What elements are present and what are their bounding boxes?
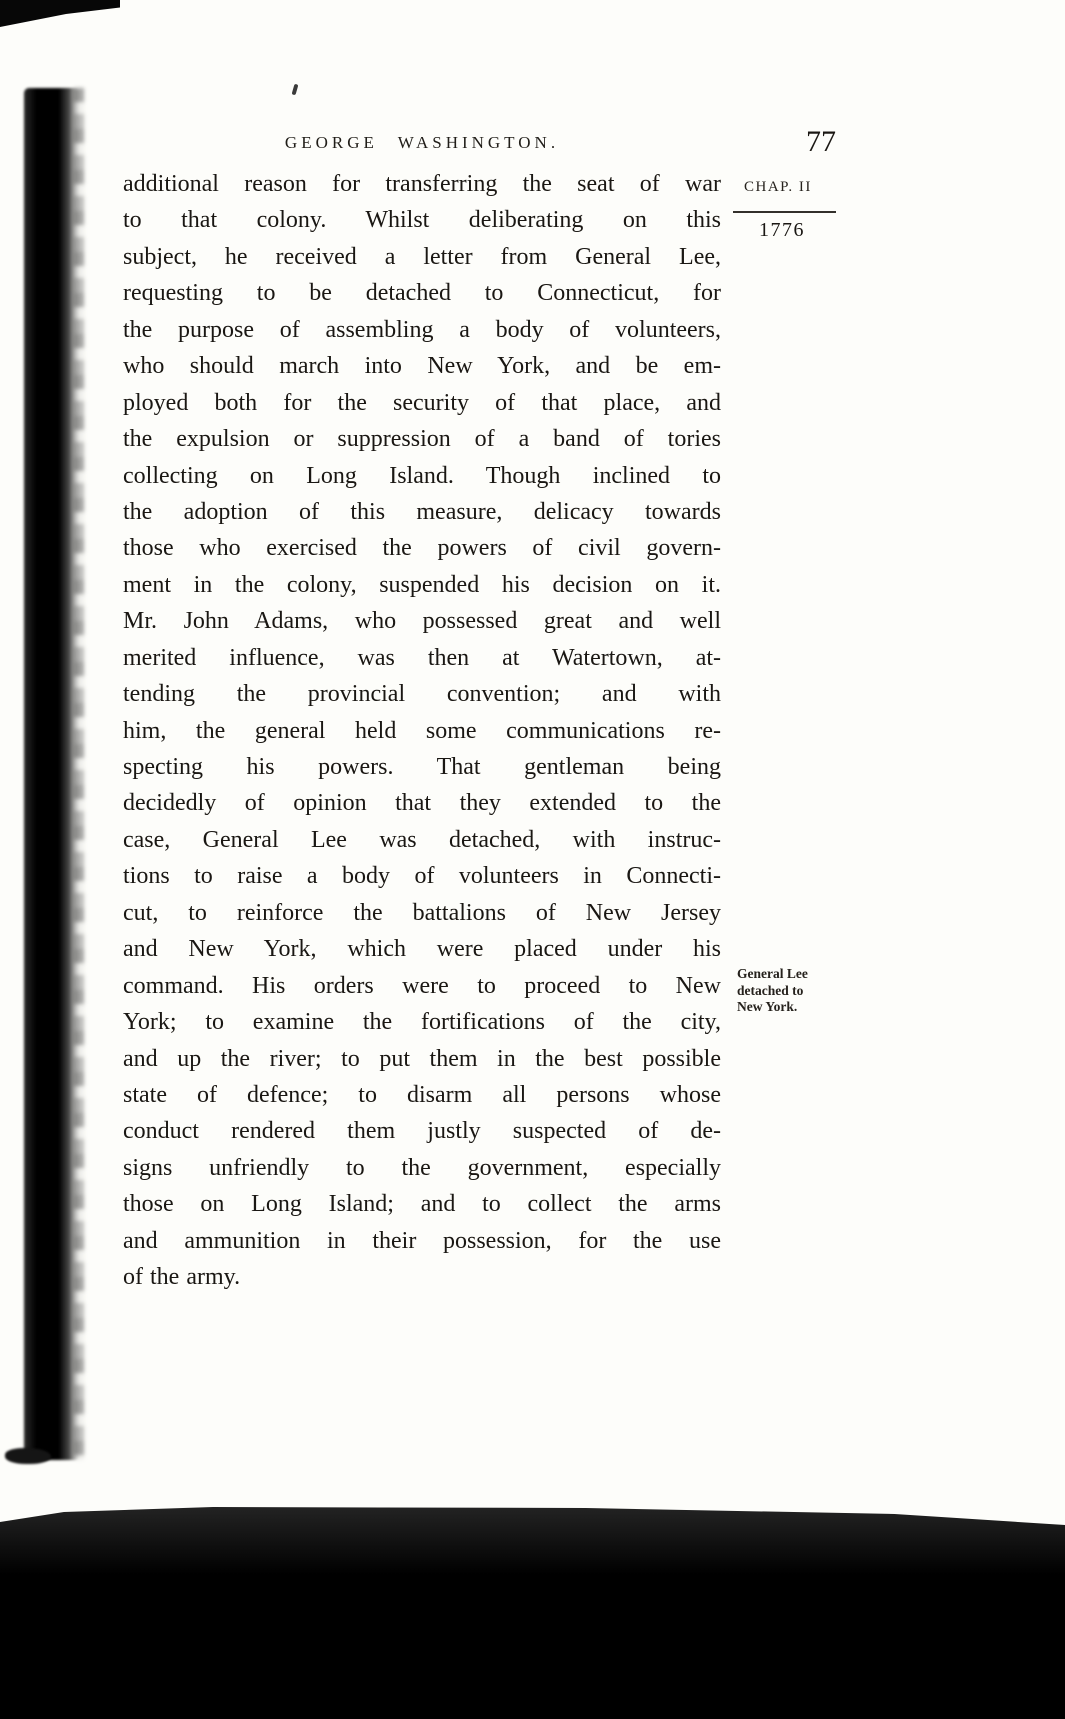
- text-line: cut, to reinforce the battalions of New Jersey: [123, 899, 721, 926]
- text-line: signs unfriendly to the government, especially: [123, 1154, 721, 1181]
- text-line: subject, he received a letter from General Lee,: [123, 243, 721, 270]
- scan-edge-bottom: [0, 1507, 1065, 1719]
- text-line: state of defence; to disarm all persons whose: [123, 1081, 721, 1108]
- text-line: who should march into New York, and be em-: [123, 353, 721, 380]
- margin-sidenote: [737, 966, 808, 1016]
- text-line: the expulsion or suppression of a band of tories: [123, 426, 721, 453]
- text-line: collecting on Long Island. Though inclined to: [123, 462, 721, 489]
- text-line: those on Long Island; and to collect the arms: [123, 1191, 721, 1218]
- scan-smudge-top-left: [0, 0, 120, 27]
- text-line: those who exercised the powers of civil govern-: [123, 535, 721, 562]
- text-line: York; to examine the fortifications of the city,: [123, 1009, 721, 1036]
- text-line: of the army.: [123, 1264, 241, 1291]
- text-line: merited influence, was then at Watertown, at-: [123, 644, 721, 671]
- sidenote-line: detached to: [737, 982, 804, 998]
- text-line: Mr. John Adams, who possessed great and well: [123, 608, 721, 635]
- sidenote-line: General Lee: [737, 966, 808, 981]
- text-line: ment in the colony, suspended his decision on it.: [123, 571, 721, 598]
- scan-speck: [292, 84, 299, 96]
- text-line: requesting to be detached to Connecticut, for: [123, 280, 721, 307]
- body-text: [123, 166, 721, 1296]
- text-line: the adoption of this measure, delicacy towards: [123, 498, 721, 525]
- text-line: command. His orders were to proceed to New: [123, 972, 721, 999]
- text-line: and up the river; to put them in the best possible: [123, 1045, 721, 1072]
- text-line: to that colony. Whilst deliberating on this: [123, 207, 721, 234]
- binding-shadow: [24, 88, 80, 1460]
- text-line: decidedly of opinion that they extended to the: [123, 790, 721, 817]
- margin-rule: [733, 211, 836, 213]
- text-line: and New York, which were placed under his: [123, 936, 721, 963]
- scan-speck: [5, 1448, 51, 1464]
- page-number: 77: [806, 125, 836, 158]
- text-line: him, the general held some communications re-: [123, 717, 721, 744]
- text-line: tions to raise a body of volunteers in Connecti-: [123, 863, 721, 890]
- text-line: additional reason for transferring the seat of war: [123, 171, 721, 197]
- text-line: ployed both for the security of that place, and: [123, 389, 721, 416]
- text-line: the purpose of assembling a body of volunteers,: [123, 316, 721, 343]
- text-line: and ammunition in their possession, for the use: [123, 1227, 721, 1254]
- text-line: conduct rendered them justly suspected of de-: [123, 1118, 721, 1145]
- text-line: tending the provincial convention; and with: [123, 681, 721, 708]
- margin-chapter-label: CHAP. II: [744, 179, 812, 195]
- text-line: case, General Lee was detached, with instruc-: [123, 826, 721, 853]
- running-header: GEORGE WASHINGTON.: [284, 133, 560, 152]
- text-line: specting his powers. That gentleman being: [123, 754, 721, 780]
- sidenote-line: New York.: [737, 999, 798, 1014]
- margin-year-label: 1776: [759, 219, 805, 241]
